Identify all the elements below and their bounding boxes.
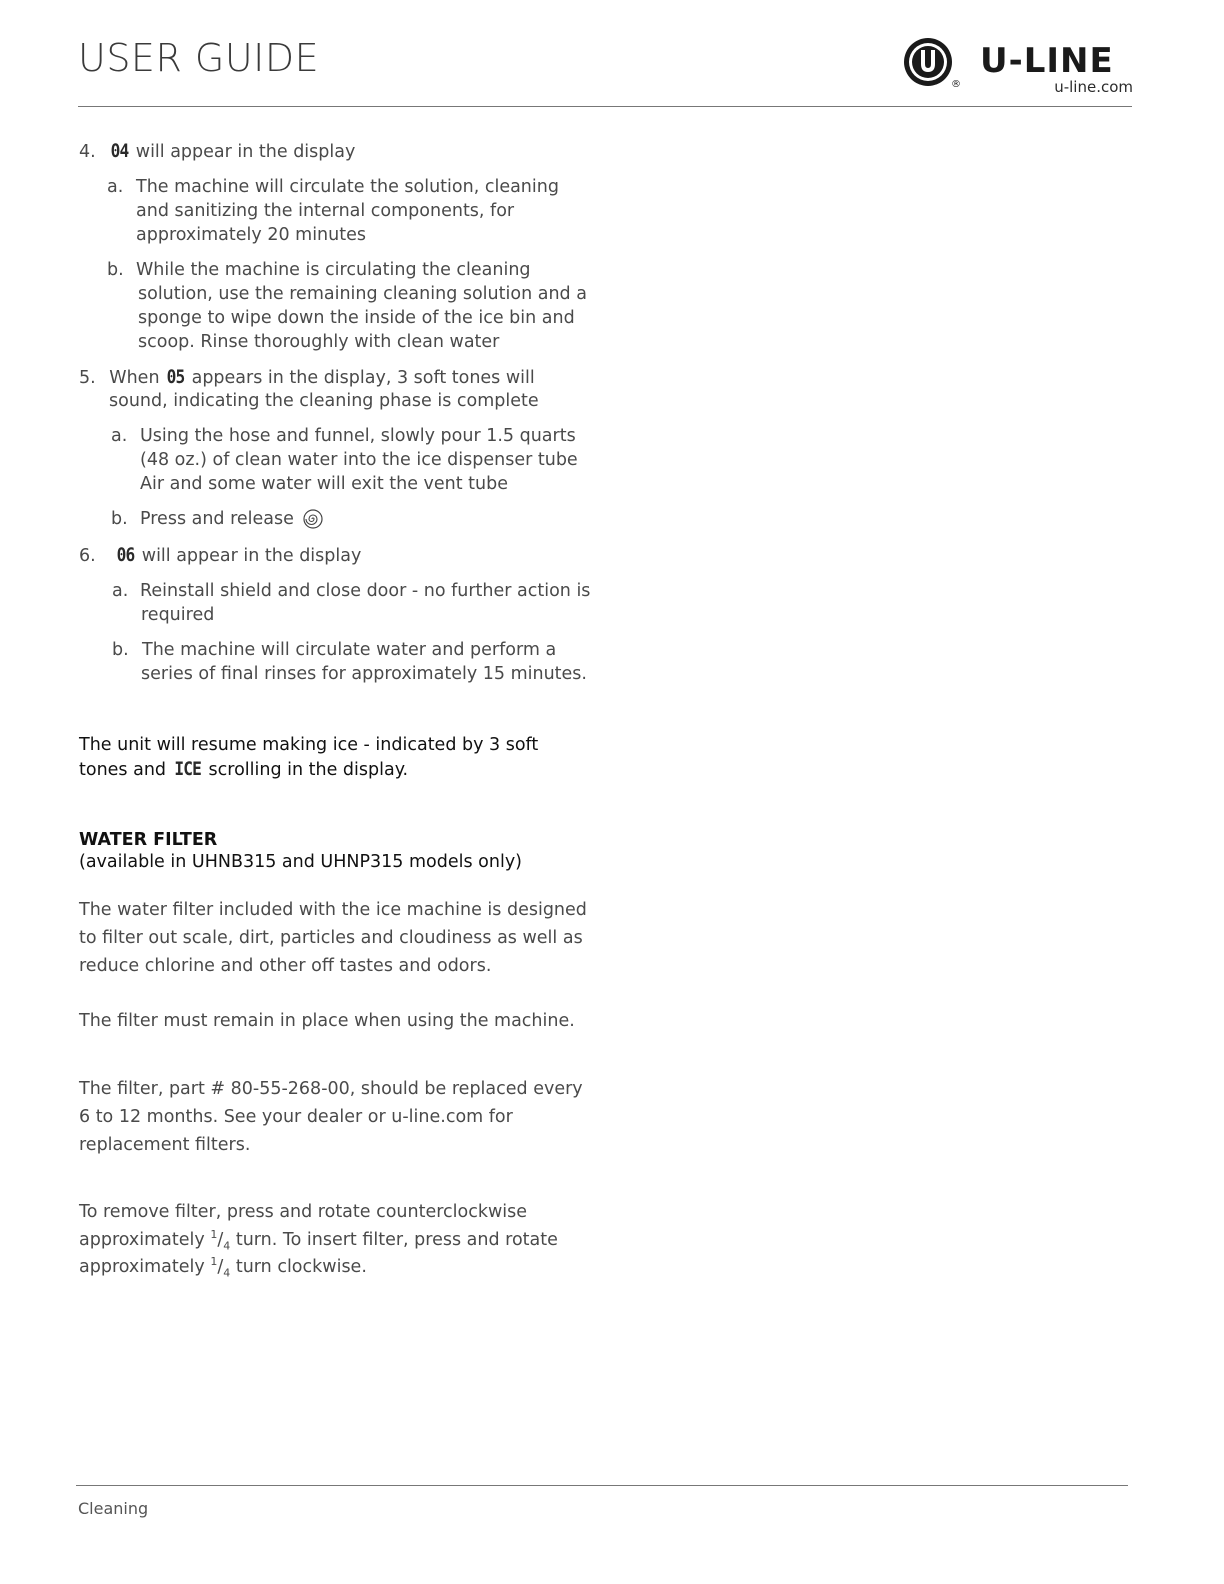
- paragraph-line: To remove filter, press and rotate counterclockwise: [79, 1202, 528, 1222]
- step-6b-line: series of final rinses for approximately 15 minutes.: [141, 664, 587, 684]
- step-4b-line: sponge to wipe down the inside of the ice bin and: [138, 308, 575, 328]
- step-4b-line: While the machine is circulating the cleaning: [136, 260, 531, 280]
- step-number: 6.: [79, 546, 96, 566]
- step-4b-line: solution, use the remaining cleaning solution and a: [138, 284, 587, 304]
- step-4a-line: approximately 20 minutes: [136, 225, 366, 245]
- page-title: USER GUIDE: [78, 36, 320, 80]
- paragraph-text: approximately: [79, 1257, 205, 1277]
- step-4: [79, 139, 355, 164]
- footer-divider: [76, 1485, 1128, 1486]
- fraction: $^1/_4$: [210, 1255, 231, 1280]
- step-5b: [140, 507, 324, 537]
- header-divider: [78, 106, 1132, 107]
- resume-line: [79, 757, 408, 782]
- step-6a-line: required: [141, 605, 215, 625]
- step-6a-line: Reinstall shield and close door - no further action is: [140, 581, 591, 601]
- step-6: [79, 543, 361, 568]
- paragraph-text: turn clockwise.: [235, 1257, 367, 1277]
- paragraph-line: replacement filters.: [79, 1135, 251, 1155]
- brand-wordmark: U-LINE: [980, 41, 1114, 81]
- fraction: $^1/_4$: [210, 1228, 231, 1253]
- paragraph-line: to filter out scale, dirt, particles and cloudiness as well as: [79, 928, 583, 948]
- step-text: appears in the display, 3 soft tones will: [191, 368, 535, 388]
- step-5a-line: Using the hose and funnel, slowly pour 1.5 quarts: [140, 426, 576, 446]
- paragraph-line: 6 to 12 months. See your dealer or u-line.com for: [79, 1107, 513, 1127]
- display-code: 04: [110, 140, 129, 162]
- brand-logo: [902, 36, 1134, 96]
- paragraph-line: The filter, part # 80-55-268-00, should be replaced every: [79, 1079, 583, 1099]
- step-5b-letter: b.: [111, 509, 128, 529]
- display-code: 06: [116, 544, 135, 566]
- resume-line: The unit will resume making ice - indicated by 3 soft: [79, 735, 539, 755]
- paragraph-text: approximately: [79, 1230, 205, 1250]
- step-4b-letter: b.: [107, 260, 124, 280]
- section-heading: WATER FILTER: [79, 830, 218, 850]
- display-code: 05: [166, 366, 185, 388]
- clean-cycle-icon: [302, 508, 324, 537]
- paragraph-line: The water filter included with the ice machine is designed: [79, 900, 587, 920]
- step-5a-line: (48 oz.) of clean water into the ice dispenser tube: [140, 450, 578, 470]
- step-5a-letter: a.: [111, 426, 128, 446]
- section-subheading: (available in UHNB315 and UHNP315 models only): [79, 852, 523, 872]
- paragraph-text: turn. To insert filter, press and rotate: [235, 1230, 558, 1250]
- paragraph-line: The filter must remain in place when using the machine.: [79, 1011, 575, 1031]
- step-4a-line: and sanitizing the internal components, for: [136, 201, 515, 221]
- resume-text: scrolling in the display.: [208, 760, 409, 780]
- step-text: will appear in the display: [141, 546, 362, 566]
- step-6b-letter: b.: [112, 640, 129, 660]
- registered-mark: ®: [951, 79, 961, 90]
- step-number: 5.: [79, 368, 96, 388]
- step-text: When: [109, 368, 160, 388]
- step-text: Press and release: [140, 509, 294, 529]
- step-number: 4.: [79, 142, 96, 162]
- step-4b-line: scoop. Rinse thoroughly with clean water: [138, 332, 500, 352]
- footer-section-label: Cleaning: [78, 1499, 149, 1518]
- paragraph-line: [79, 1255, 367, 1279]
- step-6b-line: The machine will circulate water and perform a: [142, 640, 557, 660]
- paragraph-line: [79, 1228, 558, 1252]
- resume-text: tones and: [79, 760, 167, 780]
- step-5-line2: sound, indicating the cleaning phase is complete: [109, 391, 539, 411]
- step-text: will appear in the display: [135, 142, 356, 162]
- step-4a-line: The machine will circulate the solution, cleaning: [136, 177, 559, 197]
- step-5a-line: Air and some water will exit the vent tube: [140, 474, 509, 494]
- brand-url: u-line.com: [1054, 78, 1133, 96]
- display-code: ICE: [173, 758, 201, 780]
- paragraph-line: reduce chlorine and other off tastes and odors.: [79, 956, 492, 976]
- step-6a-letter: a.: [112, 581, 129, 601]
- step-5: [79, 365, 535, 390]
- step-4a-letter: a.: [107, 177, 124, 197]
